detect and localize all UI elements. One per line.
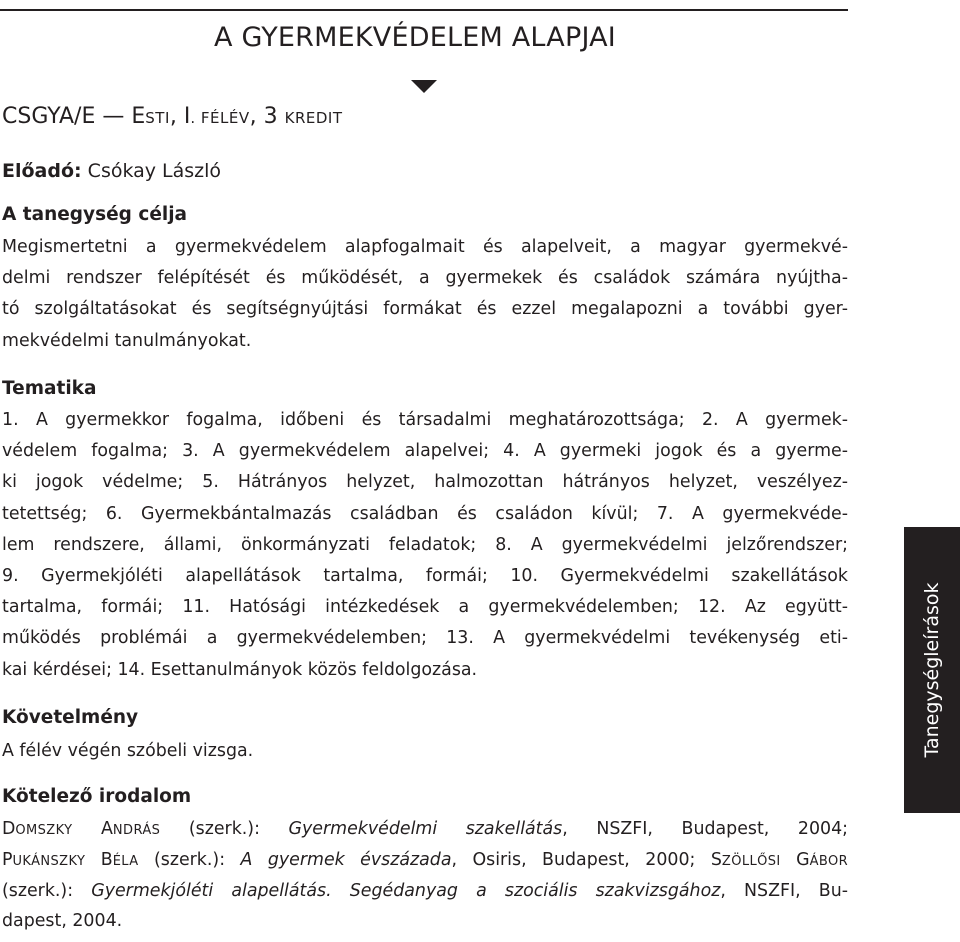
author-initial: B — [100, 849, 113, 870]
requirement-text: A félév végén szóbeli vizsga. — [2, 741, 254, 761]
author-surname-rest: ZÖLLŐSI — [721, 853, 781, 869]
topics-line: 1. A gyermekkor fogalma, időbeni és társadalmi meghatározottsága; 2. A gyermek- — [2, 410, 848, 430]
author-given-rest: ÉLA — [112, 853, 139, 869]
editor-role: (szerk.): — [138, 849, 241, 870]
goal-line: tó szolgáltatásokat és segítségnyújtási formákat és ezzel megalapozni a további gyer- — [2, 299, 848, 320]
goal-paragraph — [2, 232, 848, 357]
author-szollosi — [711, 850, 848, 870]
separator-2: , — [249, 104, 264, 129]
author-pukanszky — [2, 850, 139, 870]
book-title: Gyermekjóléti alapellátás. Segédanyag a szociális szakvizsgához — [91, 880, 721, 901]
requirement-heading: Követelmény — [2, 707, 139, 728]
topics-line: ki jogok védelme; 5. Hátrányos helyzet, halmozottan hátrányos helyzet, veszélyez- — [2, 472, 848, 493]
topics-line: lem rendszere, állami, önkormányzati feladatok; 8. A gyermekvédelmi jelzőrendszer; — [2, 534, 848, 555]
literature-line — [2, 906, 848, 937]
dash: — — [102, 104, 125, 129]
author-surname-rest: UKÁNSZKY — [12, 853, 86, 869]
literature-heading: Kötelező irodalom — [2, 786, 192, 807]
lecturer-line — [2, 160, 221, 182]
author-initial: D — [2, 819, 16, 839]
requirement-paragraph — [2, 736, 848, 767]
course-code-line — [2, 104, 343, 129]
goal-line: Megismertetni a gyermekvédelem alapfogalmait és alapelveit, a magyar gyermekvé- — [2, 237, 848, 257]
author-given-rest: NDRÁS — [112, 823, 161, 838]
semester-initial: I — [183, 104, 191, 129]
lecturer-label: Előadó: — [2, 160, 82, 182]
lecturer-name: Csókay László — [87, 160, 222, 182]
credit-word: KREDIT — [284, 109, 343, 127]
author-domszky — [2, 819, 160, 839]
topics-line: tetettség; 6. Gyermekbántalmazás családban és családon kívül; 7. A gyermekvéde- — [2, 503, 848, 524]
literature-line — [2, 876, 848, 907]
page-title: A GYERMEKVÉDELEM ALAPJAI — [214, 22, 616, 53]
topics-line: védelem fogalma; 3. A gyermekvédelem alapelvei; 4. A gyermeki jogok és a gyerme- — [2, 441, 848, 462]
literature-line — [2, 814, 848, 845]
goal-heading: A tanegység célja — [2, 204, 188, 225]
author-initial: A — [101, 819, 113, 839]
top-rule — [0, 9, 848, 11]
author-initial: G — [796, 849, 810, 870]
side-tab — [904, 527, 960, 813]
mode-rest: STI — [145, 109, 170, 127]
semester-rest: . FÉLÉV — [190, 109, 250, 127]
author-surname-rest: OMSZKY — [15, 823, 73, 838]
author-initial: P — [2, 849, 13, 870]
down-triangle-icon — [411, 80, 437, 93]
topics-line: 9. Gyermekjóléti alapellátások tartalma, formái; 10. Gyermekvédelmi szakellátások — [2, 565, 848, 586]
topics-heading: Tematika — [2, 378, 97, 399]
literature-paragraph — [2, 814, 848, 937]
publisher-info: , NSZFI, Bu- — [720, 880, 848, 901]
publisher-info: , Osiris, Budapest, 2000; — [451, 849, 711, 870]
topics-line: tartalma, formái; 11. Hatósági intézkedések a gyermekvédelemben; 12. Az együtt- — [2, 597, 848, 618]
goal-line: mekvédelmi tanulmányokat. — [2, 330, 252, 351]
editor-role: (szerk.): — [160, 819, 289, 839]
editor-role: (szerk.): — [2, 880, 92, 901]
publisher-info: dapest, 2004. — [2, 911, 123, 932]
book-title: A gyermek évszázada — [240, 849, 452, 870]
author-initial: S — [710, 849, 722, 870]
topics-line: működés problémái a gyermekvédelemben; 13. A gyermekvédelmi tevékenység eti- — [2, 628, 848, 649]
topics-line: kai kérdései; 14. Esettanulmányok közös feldolgozása. — [2, 659, 478, 680]
book-title: Gyermekvédelmi szakellátás — [288, 819, 563, 839]
mode-initial: E — [131, 104, 146, 129]
side-tab-label: Tanegységleírások — [921, 582, 943, 758]
separator-1: , — [169, 104, 184, 129]
author-given-rest: ÁBOR — [809, 853, 848, 869]
literature-line — [2, 845, 848, 876]
goal-line: delmi rendszer felépítését és működését, a gyermekek és családok számára nyújtha- — [2, 268, 848, 289]
credit-number: 3 — [263, 104, 278, 129]
topics-paragraph — [2, 405, 848, 686]
publisher-info: , NSZFI, Budapest, 2004; — [562, 819, 848, 839]
course-code: CSGYA/E — [2, 104, 96, 129]
